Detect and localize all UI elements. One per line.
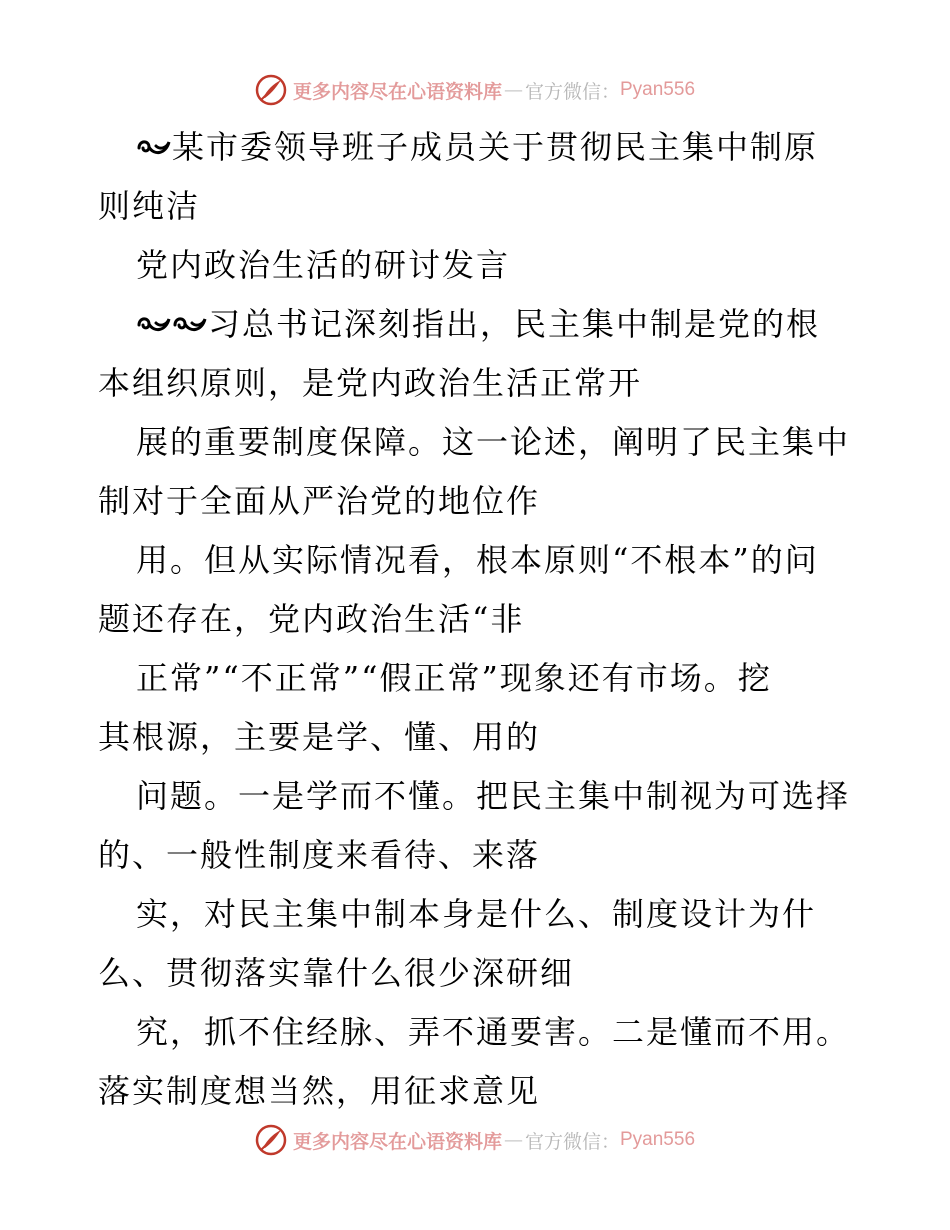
site-name-text: 更多内容尽在心语资料库: [292, 1130, 502, 1153]
document-body: [98, 118, 858, 1121]
site-name-text: 更多内容尽在心语资料库: [292, 80, 502, 103]
banner-dash: —: [503, 1129, 523, 1151]
swirl-ornament-icon: [172, 311, 208, 337]
text-line: 则纯洁: [98, 187, 201, 225]
text-line: 其根源，主要是学、懂、用的: [98, 718, 541, 756]
footer-banner: [0, 1122, 950, 1158]
text-line: 正常”“不正常”“假正常”现象还有市场。挖: [136, 659, 772, 697]
text-line: [98, 295, 858, 354]
quill-logo-icon: [255, 74, 287, 106]
text-line: 么、贯彻落实靠什么很少深研细: [98, 954, 575, 992]
text-line: 的、一般性制度来看待、来落: [98, 836, 541, 874]
text-line: 用。但从实际情况看，根本原则“不根本”的问: [136, 541, 819, 579]
text-line: 落实制度想当然，用征求意见: [98, 1072, 541, 1110]
text-line: 实，对民主集中制本身是什么、制度设计为什: [136, 895, 817, 933]
official-wechat-label: 官方微信：: [524, 80, 620, 103]
text-line: 展的重要制度保障。这一论述，阐明了民主集中: [136, 423, 851, 461]
text-line: [98, 118, 858, 177]
quill-logo-icon: [255, 1124, 287, 1156]
text-line: 制对于全面从严治党的地位作: [98, 482, 541, 520]
doc-title-line-1: 某市委领导班子成员关于贯彻民主集中制原: [172, 128, 819, 166]
banner-dash: —: [503, 79, 523, 101]
text-line: 究，抓不住经脉、弄不通要害。二是懂而不用。: [136, 1013, 851, 1051]
wechat-id-text: Pyan556: [620, 79, 696, 100]
swirl-ornament-icon: [136, 311, 172, 337]
text-line: 题还存在，党内政治生活“非: [98, 600, 525, 638]
swirl-ornament-icon: [136, 134, 172, 160]
text-line: 党内政治生活的研讨发言: [136, 246, 511, 284]
text-line: 问题。一是学而不懂。把民主集中制视为可选择: [136, 777, 851, 815]
paragraph-start: 习总书记深刻指出，民主集中制是党的根: [208, 305, 821, 343]
official-wechat-label: 官方微信：: [524, 1130, 620, 1153]
wechat-id-text: Pyan556: [620, 1129, 696, 1150]
text-line: 本组织原则，是党内政治生活正常开: [98, 364, 643, 402]
header-banner: [0, 72, 950, 108]
